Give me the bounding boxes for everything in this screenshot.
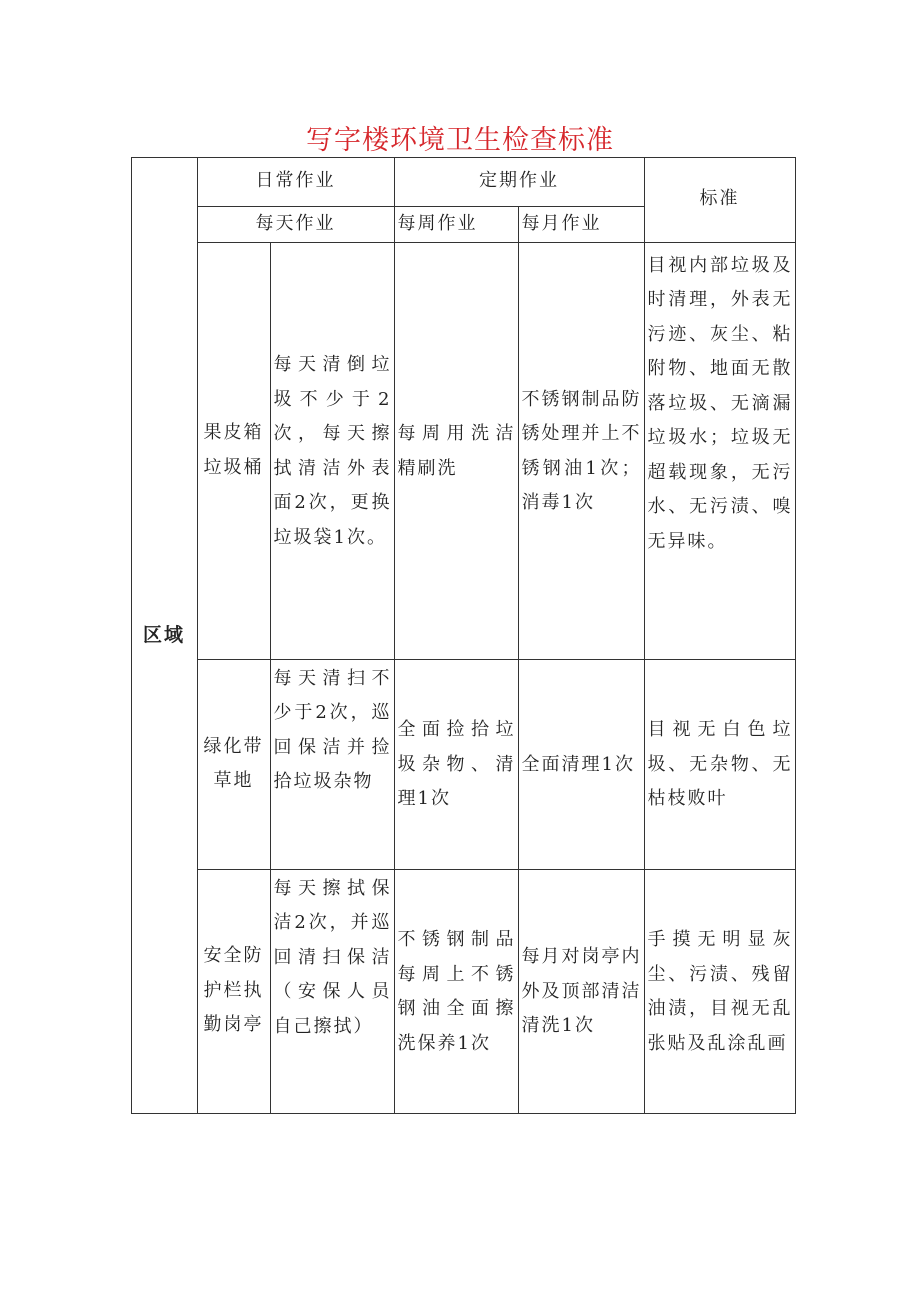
daily-cell: 每天清倒垃圾不少于2次，每天擦拭清洁外表面2次，更换垃圾袋1次。 (270, 242, 395, 660)
standard-cell: 手摸无明显灰尘、污渍、残留油渍，目视无乱张贴及乱涂乱画 (644, 869, 796, 1114)
standard-header: 标准 (644, 157, 796, 243)
area-cell: 安全防护栏执勤岗亭 (197, 869, 271, 1114)
daily-cell: 每天清扫不少于2次，巡回保洁并捡拾垃圾杂物 (270, 659, 395, 870)
daily-work-header: 日常作业 (197, 157, 395, 207)
weekly-cell: 不锈钢制品每周上不锈钢油全面擦洗保养1次 (394, 869, 519, 1114)
monthly-work-header: 每月作业 (518, 206, 645, 243)
weekly-work-header: 每周作业 (394, 206, 519, 243)
weekly-cell: 每周用洗洁精刷洗 (394, 242, 519, 660)
area-cell: 绿化带草地 (197, 659, 271, 870)
monthly-cell: 每月对岗亭内外及顶部清洁清洗1次 (518, 869, 645, 1114)
daily-cell: 每天擦拭保洁2次，并巡回清扫保洁（安保人员自己擦拭） (270, 869, 395, 1114)
monthly-cell: 全面清理1次 (518, 659, 645, 870)
area-cell: 果皮箱垃圾桶 (197, 242, 271, 660)
periodic-work-header: 定期作业 (394, 157, 645, 207)
page-title: 写字楼环境卫生检查标准 (306, 125, 614, 156)
region-header: 区域 (131, 157, 198, 1114)
standard-cell: 目视内部垃圾及时清理，外表无污迹、灰尘、粘附物、地面无散落垃圾、无滴漏垃圾水；垃圾无超载现象，无污水、无污渍、嗅无异味。 (644, 242, 796, 660)
weekly-cell: 全面捡拾垃圾杂物、清理1次 (394, 659, 519, 870)
standard-cell: 目视无白色垃圾、无杂物、无枯枝败叶 (644, 659, 796, 870)
monthly-cell: 不锈钢制品防锈处理并上不锈钢油1次；消毒1次 (518, 242, 645, 660)
every-day-work-header: 每天作业 (197, 206, 395, 243)
